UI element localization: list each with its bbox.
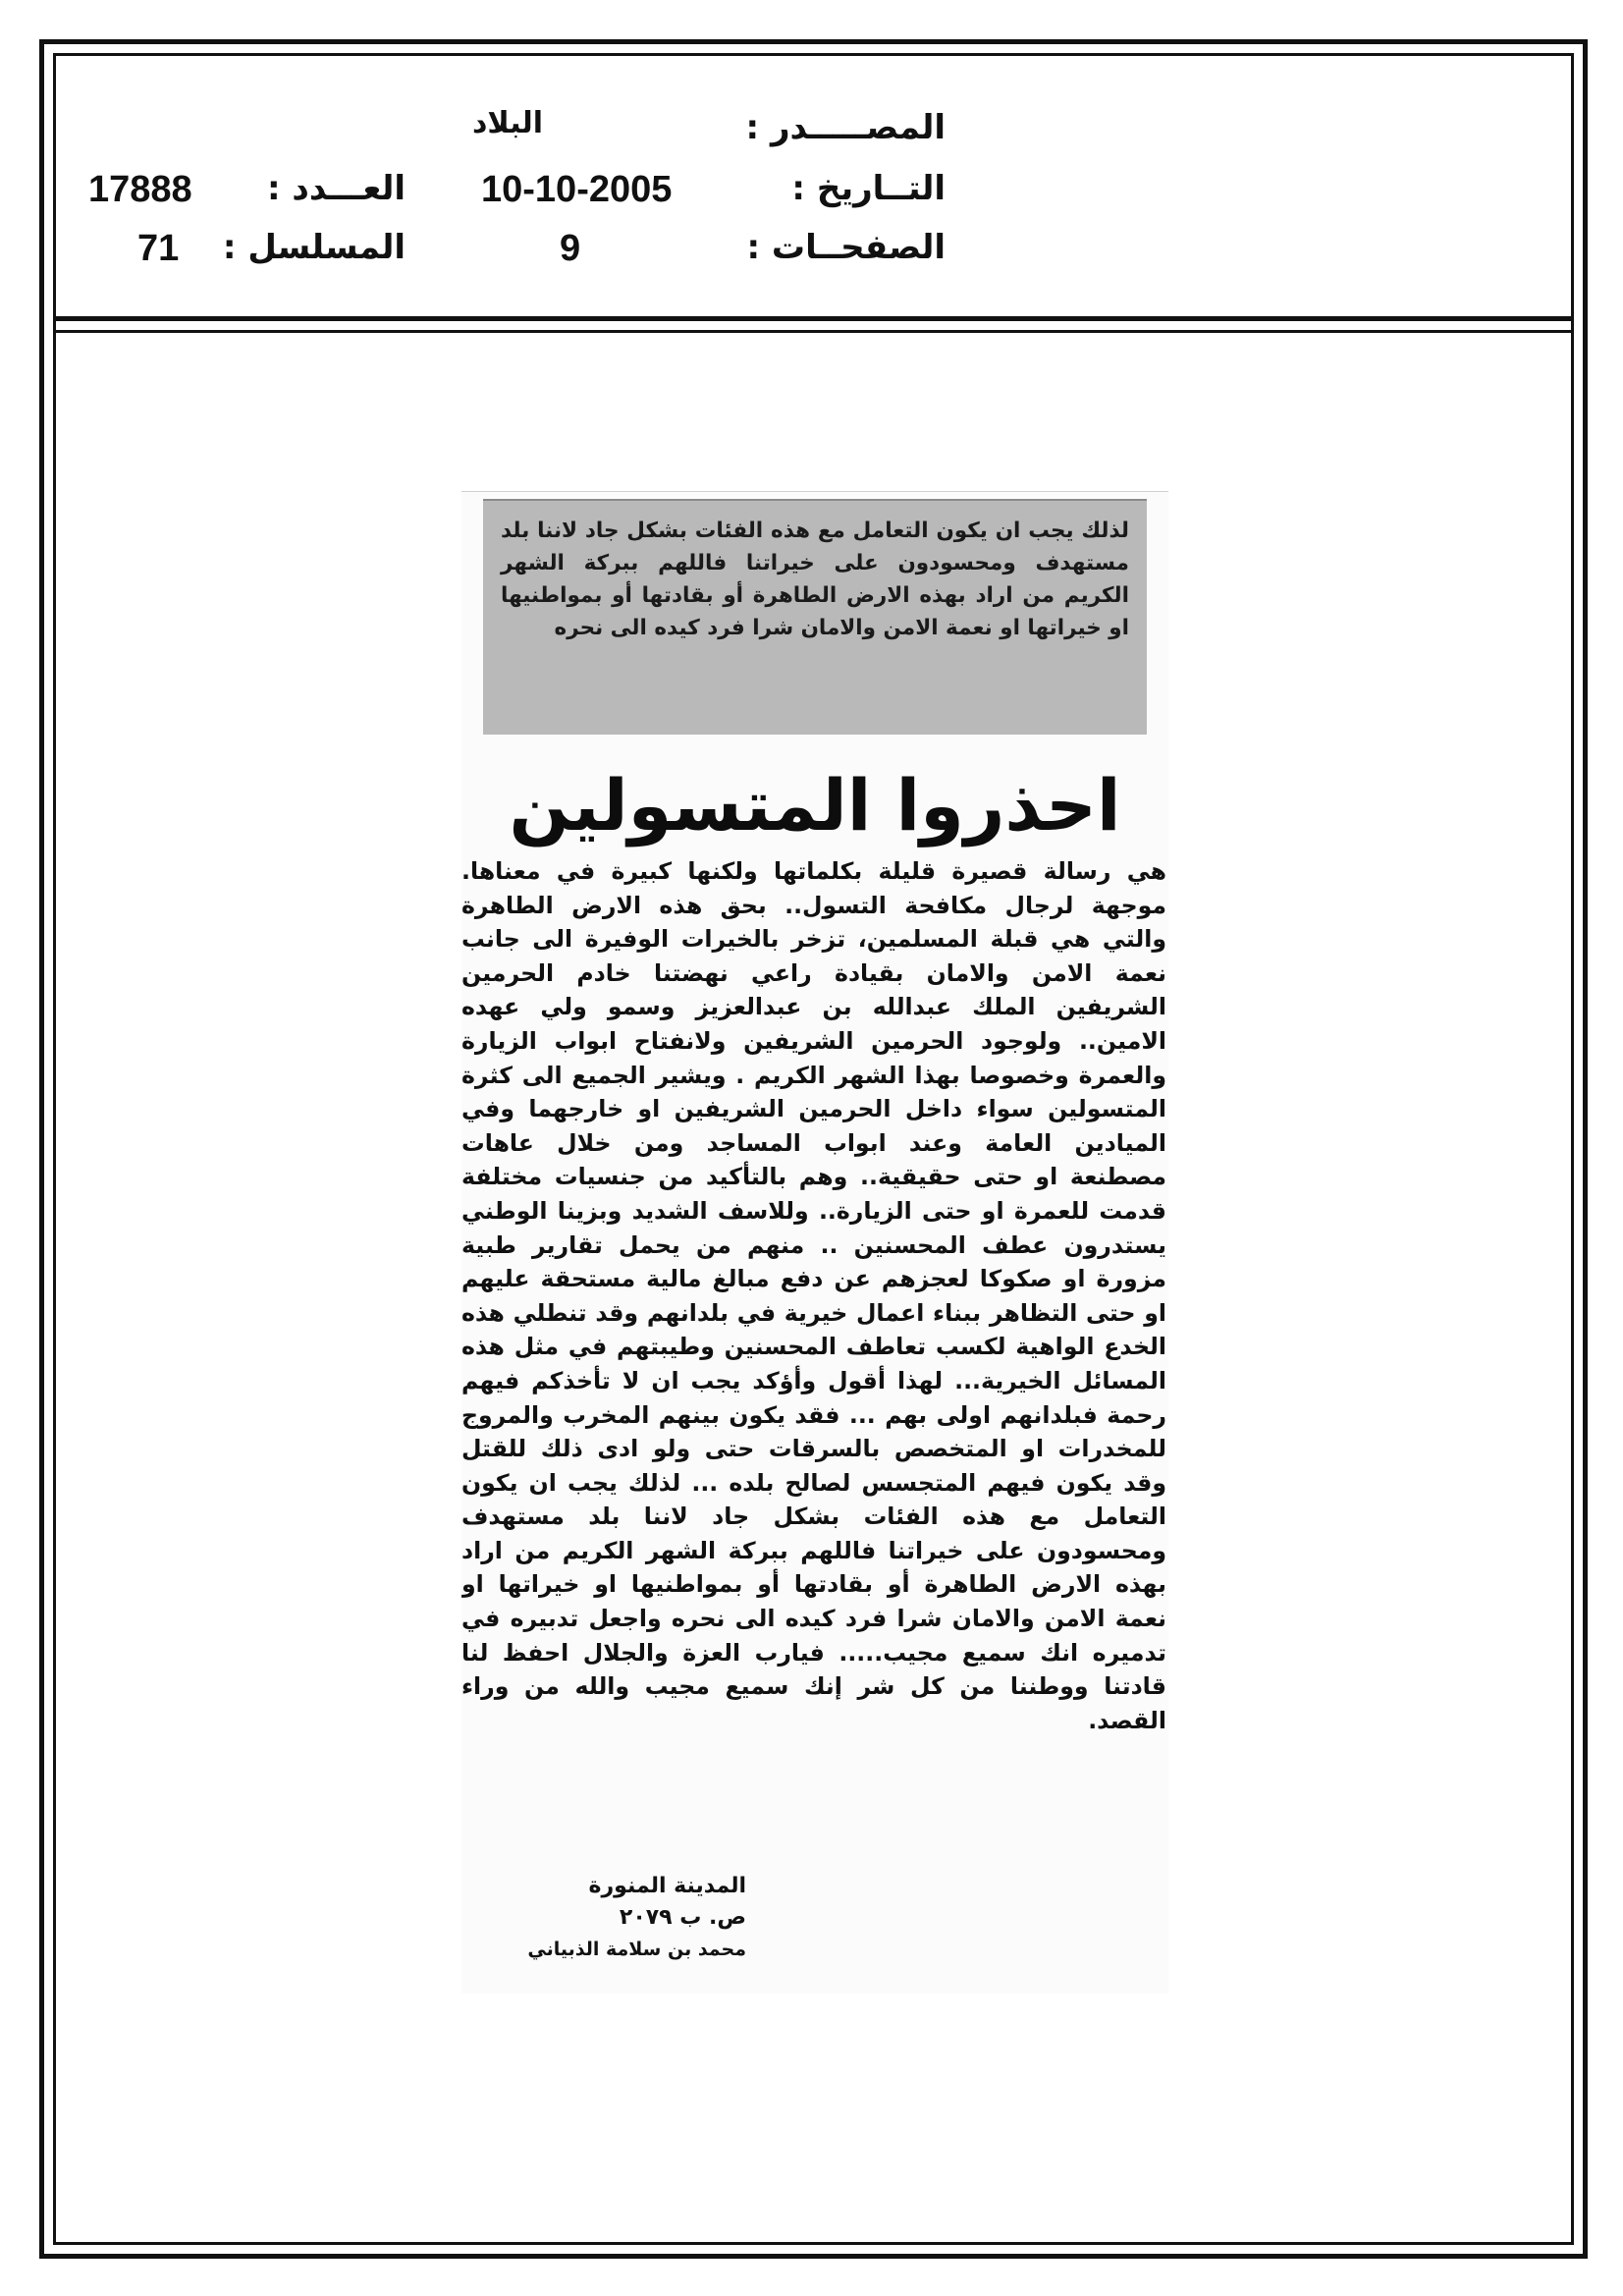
date-value: 10-10-2005 [481, 169, 673, 210]
header-divider [53, 316, 1574, 321]
pull-quote: لذلك يجب ان يكون التعامل مع هذه الفئات بشكل جاد لاننا بلد مستهدف ومحسودون على خيراتنا فاللهم ببركة الشهر الكريم من اراد بهذه الارض الطاهرة أو بقادتها أو بمواطنيها او خيراتها او نعمة الامن والامان شرا فرد كيده الى نحره [483, 499, 1147, 735]
clipping-top-edge [461, 491, 1168, 498]
issue-value: 17888 [88, 169, 192, 210]
serial-value: 71 [137, 228, 180, 269]
serial-label: المسلسل : [222, 228, 406, 267]
article-headline: احذروا المتسولين [509, 764, 1121, 847]
date-label: التــاريخ : [791, 169, 946, 208]
signature-author: محمد بن سلامة الذبياني [527, 1939, 746, 1960]
article-body: هي رسالة قصيرة قليلة بكلماتها ولكنها كبيرة في معناها. موجهة لرجال مكافحة التسول.. بحق هذه الارض الطاهرة والتي هي قبلة المسلمين، تزخر بالخيرات الوفيرة الى جانب نعمة الامن والامان بقيادة راعي نهضتنا خادم الحرمين الشريفين الملك عبدالله بن عبدالعزيز وسمو ولي عهده الامين.. ولوجود الحرمين الشريفين ولانفتاح ابواب الزيارة والعمرة وخصوصا بهذا الشهر الكريم . ويشير الجميع الى كثرة المتسولين سواء داخل الحرمين الشريفين او خارجهما وفي الميادين العامة وعند ابواب المساجد ومن خلال عاهات مصطنعة او حتى حقيقية.. وهم بالتأكيد من جنسيات مختلفة قدمت للعمرة او حتى الزيارة.. وللاسف الشديد وبزينا الوطني يستدرون عطف المحسنين .. منهم من يحمل تقارير طبية مزورة او صكوكا لعجزهم عن دفع مبالغ مالية مستحقة عليهم او حتى التظاهر ببناء اعمال خيرية في بلدانهم وقد تنطلي هذه الخدع الواهية لكسب تعاطف المحسنين وطيبتهم في مثل هذه المسائل الخيرية... لهذا أقول وأؤكد يجب ان لا تأخذكم فيهم رحمة فبلدانهم اولى بهم ... فقد يكون بينهم المخرب والمروج للمخدرات او المتخصص بالسرقات حتى ولو ادى ذلك للقتل وقد يكون فيهم المتجسس لصالح بلده ... لذلك يجب ان يكون التعامل مع هذه الفئات بشكل جاد لاننا بلد مستهدف ومحسودون على خيراتنا فاللهم ببركة الشهر الكريم من اراد بهذه الارض الطاهرة أو بقادتها أو بمواطنيها او خيراتها او نعمة الامن والامان شرا فرد كيده الى نحره واجعل تدبيره في تدميره انك سميع مجيب..... فيارب العزة والجلال احفظ لنا قادتنا ووطننا من كل شر إنك سميع مجيب والله من وراء القصد. [461, 857, 1166, 1734]
source-value: البلاد [472, 106, 543, 140]
signature-city: المدينة المنورة [588, 1874, 746, 1898]
issue-label: العـــدد : [267, 169, 406, 208]
pages-value: 9 [560, 228, 581, 269]
pages-label: الصفحــات : [746, 228, 946, 267]
article-signature [461, 1871, 746, 1965]
source-label: المصـــــدر : [745, 108, 946, 147]
header-divider-inner [53, 330, 1574, 333]
signature-pobox: ص. ب ٢٠٧٩ [619, 1905, 746, 1930]
